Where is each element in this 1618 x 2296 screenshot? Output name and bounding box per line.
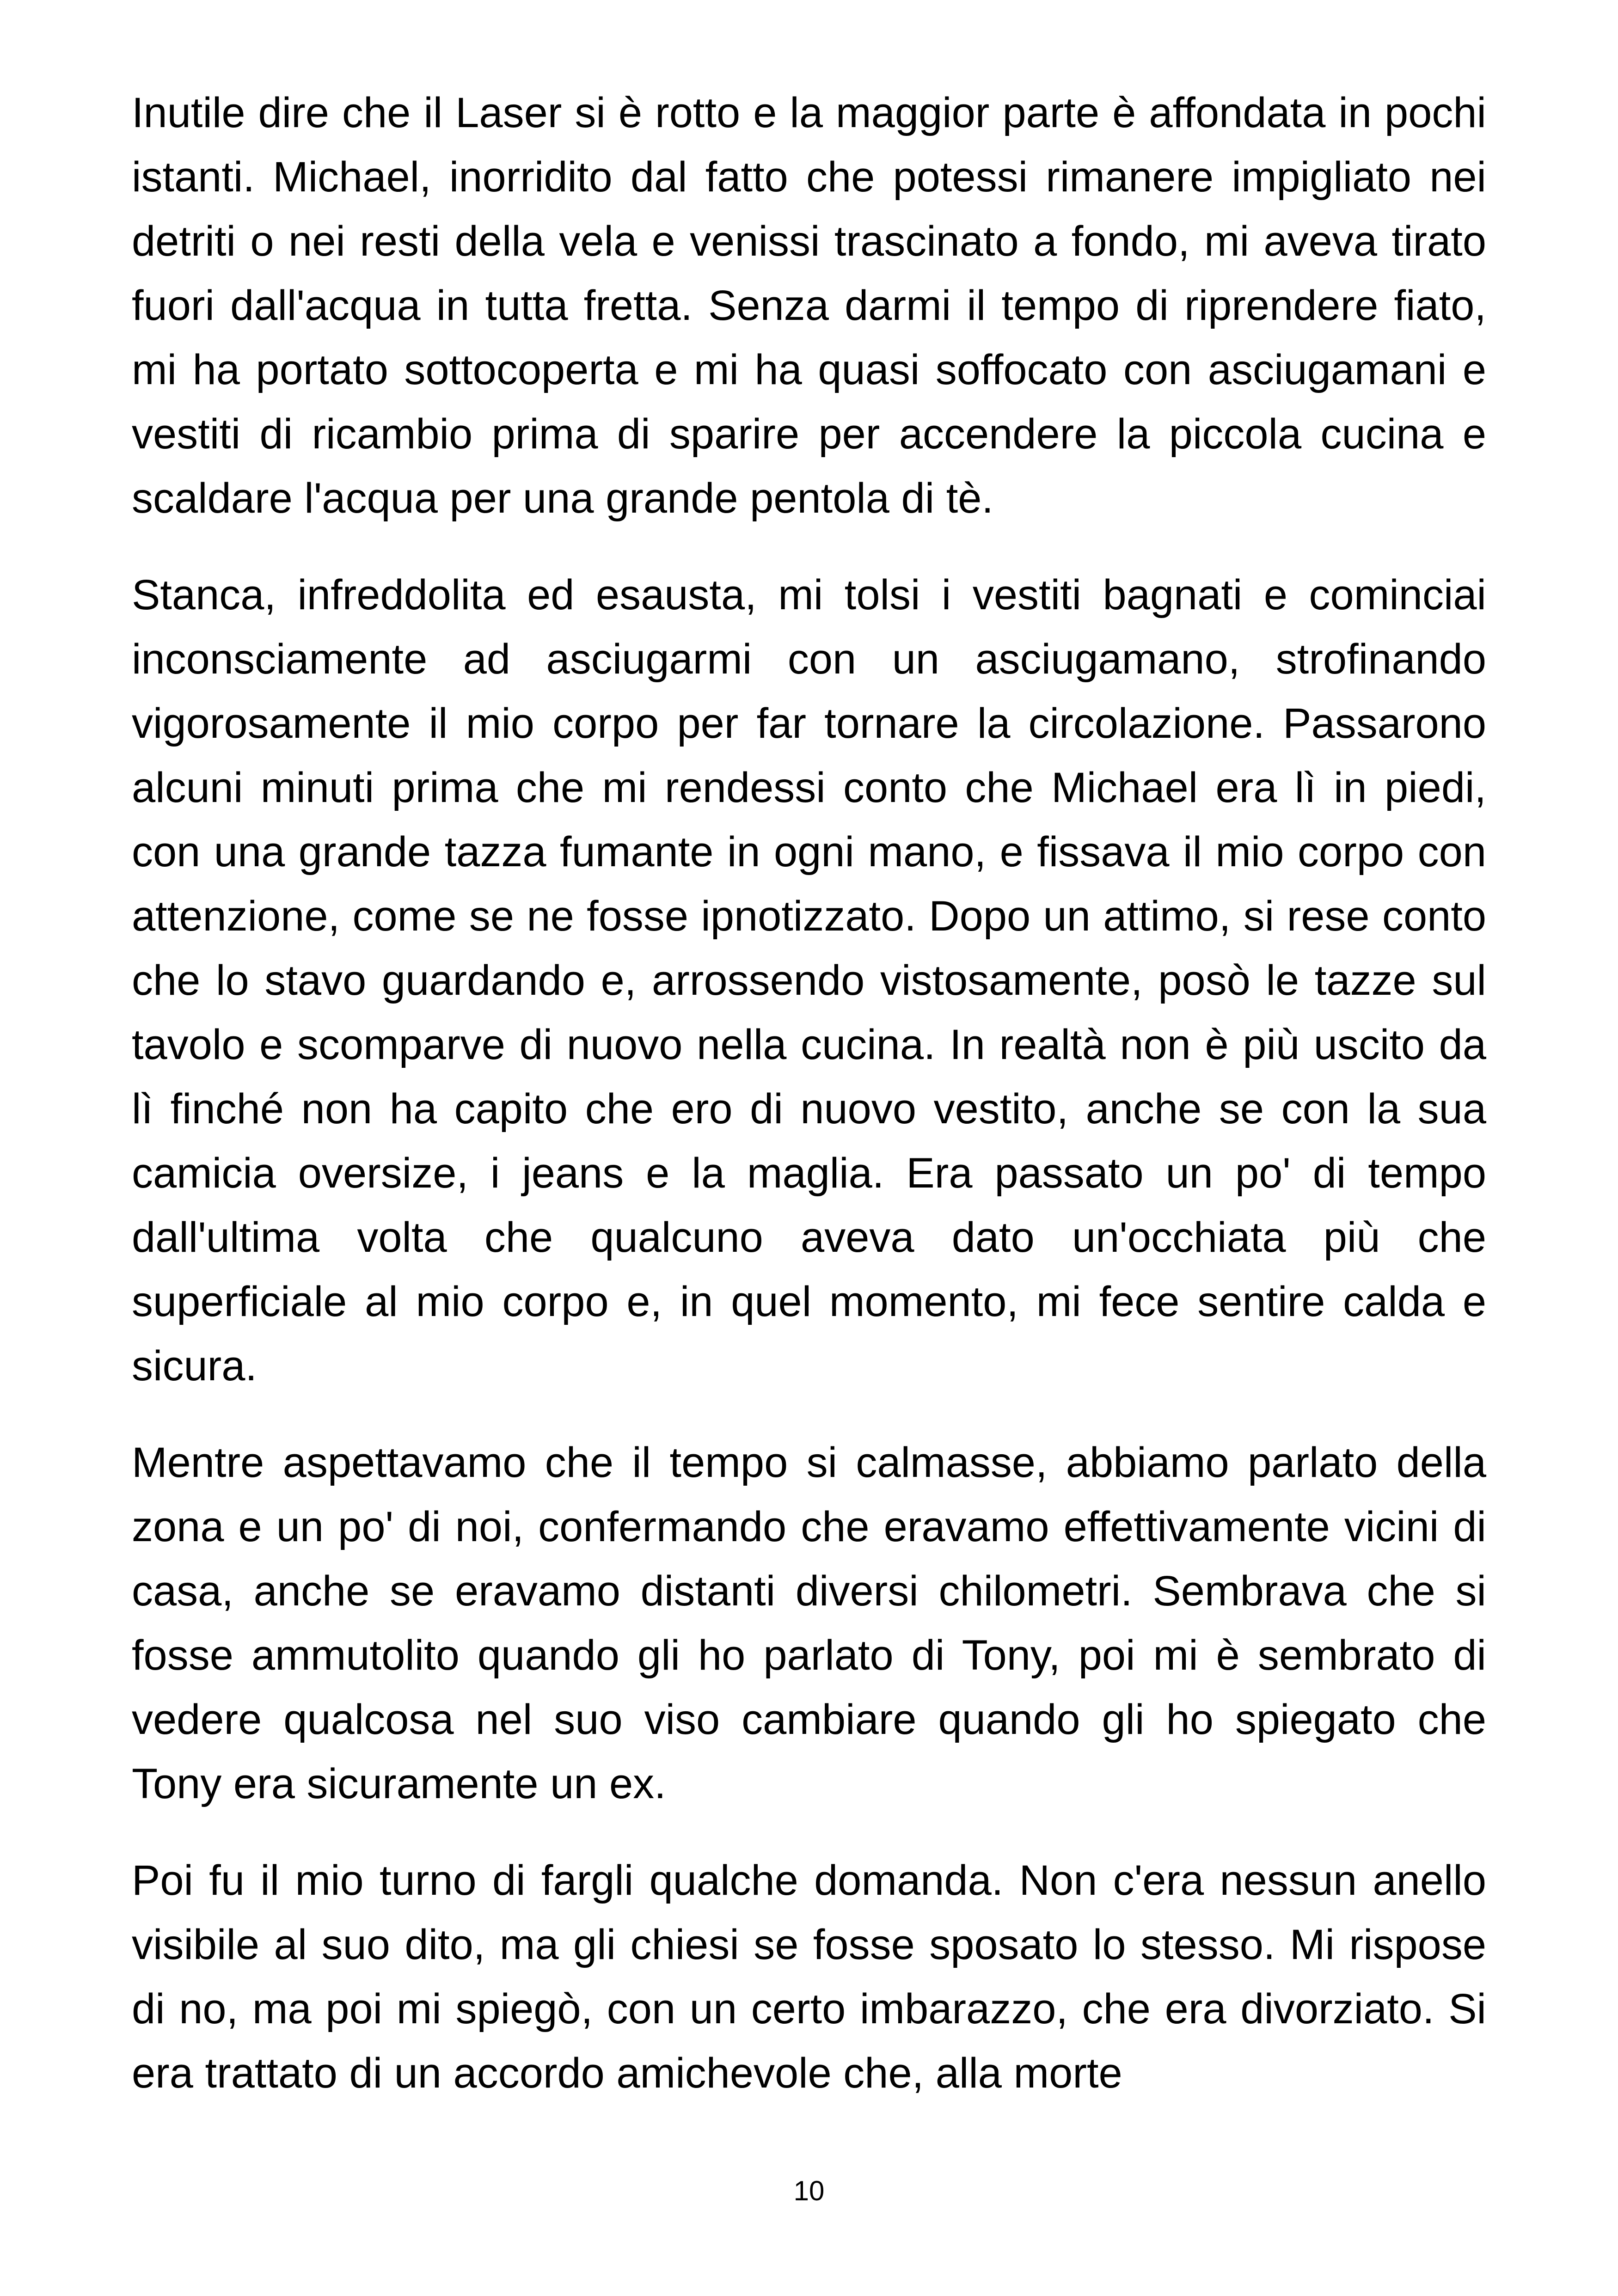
- page-number: 10: [793, 2175, 825, 2206]
- body-text: [132, 81, 1486, 2106]
- paragraph-2: Stanca, infreddolita ed esausta, mi tolsi i vestiti bagnati e cominciai inconsciamente ad asciugarmi con un asciugamano, strofinando vigorosamente il mio corpo per far tornare la circolazione. Passarono alcuni minuti prima che mi rendessi conto che Michael era lì in piedi, con una grande tazza fumante in ogni mano, e fissava il mio corpo con attenzione, come se ne fosse ipnotizzato. Dopo un attimo, si rese conto che lo stavo guardando e, arrossendo vistosamente, posò le tazze sul tavolo e scomparve di nuovo nella cucina. In realtà non è più uscito da lì finché non ha capito che ero di nuovo vestito, anche se con la sua camicia oversize, i jeans e la maglia. Era passato un po' di tempo dall'ultima volta che qualcuno aveva dato un'occhiata più che superficiale al mio corpo e, in quel momento, mi fece sentire calda e sicura.: [132, 571, 1486, 1390]
- paragraph-1: Inutile dire che il Laser si è rotto e la maggior parte è affondata in pochi istanti. Michael, inorridito dal fatto che potessi rimanere impigliato nei detriti o nei resti della vela e venissi trascinato a fondo, mi aveva tirato fuori dall'acqua in tutta fretta. Senza darmi il tempo di riprendere fiato, mi ha portato sottocoperta e mi ha quasi soffocato con asciugamani e vestiti di ricambio prima di sparire per accendere la piccola cucina e scaldare l'acqua per una grande pentola di tè.: [132, 89, 1486, 522]
- paragraph-3: Mentre aspettavamo che il tempo si calmasse, abbiamo parlato della zona e un po' di noi, confermando che eravamo effettivamente vicini di casa, anche se eravamo distanti diversi chilometri. Sembrava che si fosse ammutolito quando gli ho parlato di Tony, poi mi è sembrato di vedere qualcosa nel suo viso cambiare quando gli ho spiegato che Tony era sicuramente un ex.: [132, 1439, 1486, 1807]
- paragraph-4: Poi fu il mio turno di fargli qualche domanda. Non c'era nessun anello visibile al suo dito, ma gli chiesi se fosse sposato lo stesso. Mi rispose di no, ma poi mi spiegò, con un certo imbarazzo, che era divorziato. Si era trattato di un accordo amichevole che, alla morte: [132, 1857, 1486, 2097]
